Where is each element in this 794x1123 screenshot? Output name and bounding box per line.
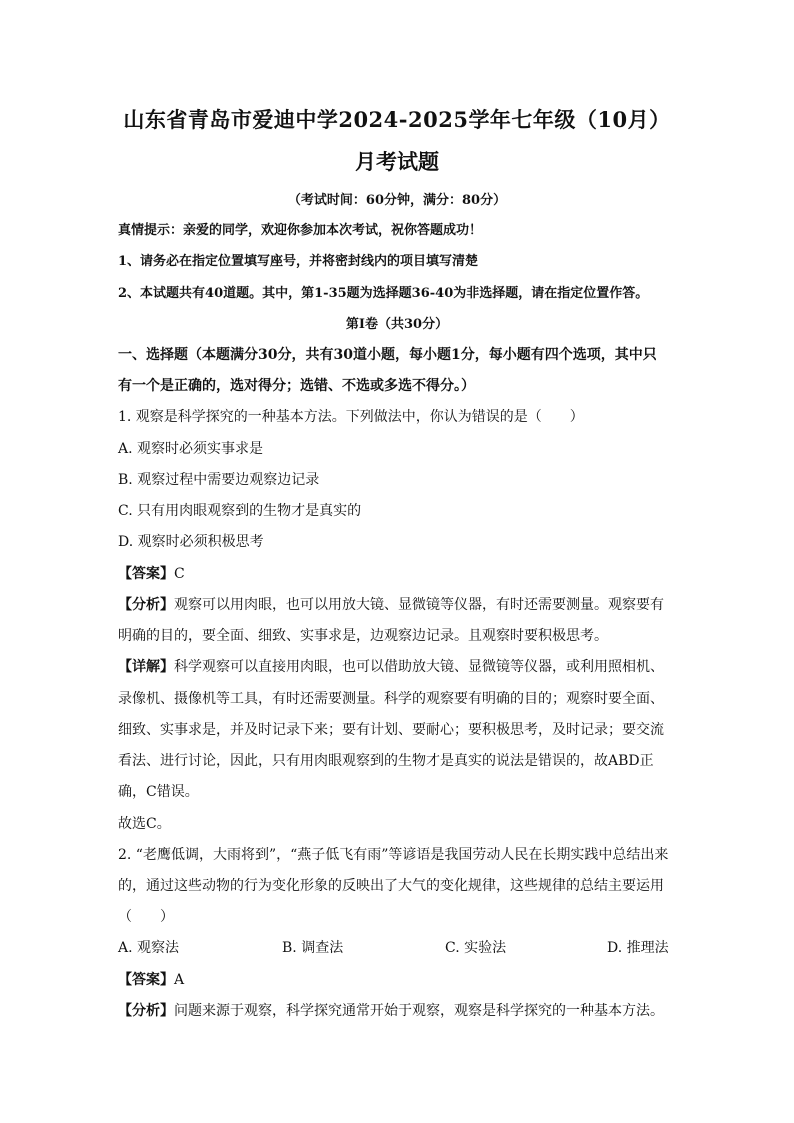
- detail-tag: 【详解】: [118, 659, 174, 675]
- q1-conclusion: 故选C。: [118, 816, 171, 832]
- section-intro-line-1: 一、选择题（本题满分30分，共有30道小题，每小题1分，每小题有四个选项，其中只: [118, 347, 657, 363]
- q2-option-a: A. 观察法: [118, 940, 180, 956]
- q2-option-d: D. 推理法: [607, 940, 669, 956]
- q1-option-b: B. 观察过程中需要边观察边记录: [118, 472, 320, 488]
- instruction-1: 1、请务必在指定位置填写座号，并将密封线内的项目填写清楚: [118, 254, 479, 269]
- q2-answer: [118, 969, 678, 989]
- exam-title: 山东省青岛市爱迪中学2024-2025学年七年级（10月）: [123, 107, 671, 132]
- greeting-note: 真情提示：亲爱的同学，欢迎你参加本次考试，祝你答题成功！: [118, 223, 483, 238]
- section-intro-line-2: 有一个是正确的，选对得分；选错、不选或多选不得分。）: [118, 378, 475, 394]
- q2-analysis-line-1: [118, 1000, 678, 1020]
- q1-analysis-line-2: 明确的目的，要全面、细致、实事求是，边观察边记录。且观察时要积极思考。: [118, 628, 608, 644]
- exam-info: （考试时间：60分钟，满分：80分）: [287, 193, 507, 208]
- q2-stem-line-1: 2. “老鹰低调，大雨将到”，“燕子低飞有雨”等谚语是我国劳动人民在长期实践中总结出来: [118, 847, 669, 863]
- q1-option-a: A. 观察时必须实事求是: [118, 441, 264, 457]
- q1-analysis-line-1: [118, 594, 678, 614]
- q1-detail-line-5: 确，C错误。: [118, 784, 199, 800]
- q2-option-b: B. 调查法: [282, 940, 344, 956]
- q2-option-c: C. 实验法: [445, 940, 507, 956]
- q1-detail-line-1: [118, 656, 678, 676]
- instruction-2: 2、本试题共有40道题。其中，第1-35题为选择题36-40为非选择题，请在指定位置作答。: [118, 286, 649, 301]
- q1-option-c: C. 只有用肉眼观察到的生物才是真实的: [118, 503, 362, 519]
- analysis-tag: 【分析】: [118, 597, 174, 613]
- answer-tag: 【答案】: [118, 566, 174, 582]
- exam-subtitle: 月考试题: [355, 149, 439, 174]
- q1-stem: 1. 观察是科学探究的一种基本方法。下列做法中，你认为错误的是（ ）: [118, 409, 584, 425]
- analysis-text: 观察可以用肉眼，也可以用放大镜、显微镜等仪器，有时还需要测量。观察要有: [174, 597, 664, 613]
- q1-detail-line-3: 细致、实事求是，并及时记录下来；要有计划、要耐心；要积极思考，及时记录；要交流: [118, 722, 664, 738]
- q1-answer: [118, 563, 678, 583]
- section-title: 第Ⅰ卷（共30分）: [345, 317, 449, 332]
- q2-stem-line-2: 的，通过这些动物的行为变化形象的反映出了大气的变化规律，这些规律的总结主要运用: [118, 878, 664, 894]
- detail-text: 科学观察可以直接用肉眼，也可以借助放大镜、显微镜等仪器，或利用照相机、: [174, 659, 664, 675]
- q1-detail-line-4: 看法、进行讨论，因此，只有用肉眼观察到的生物才是真实的说法是错误的，故ABD正: [118, 753, 654, 769]
- answer-value: C: [174, 566, 185, 582]
- q1-detail-line-2: 录像机、摄像机等工具，有时还需要测量。科学的观察要有明确的目的；观察时要全面、: [118, 691, 664, 707]
- answer-tag: 【答案】: [118, 972, 174, 988]
- q1-option-d: D. 观察时必须积极思考: [118, 534, 264, 550]
- q2-stem-line-3: （ ）: [118, 909, 174, 925]
- analysis-tag: 【分析】: [118, 1003, 174, 1019]
- analysis-text: 问题来源于观察，科学探究通常开始于观察，观察是科学探究的一种基本方法。: [174, 1003, 664, 1019]
- answer-value: A: [174, 972, 185, 988]
